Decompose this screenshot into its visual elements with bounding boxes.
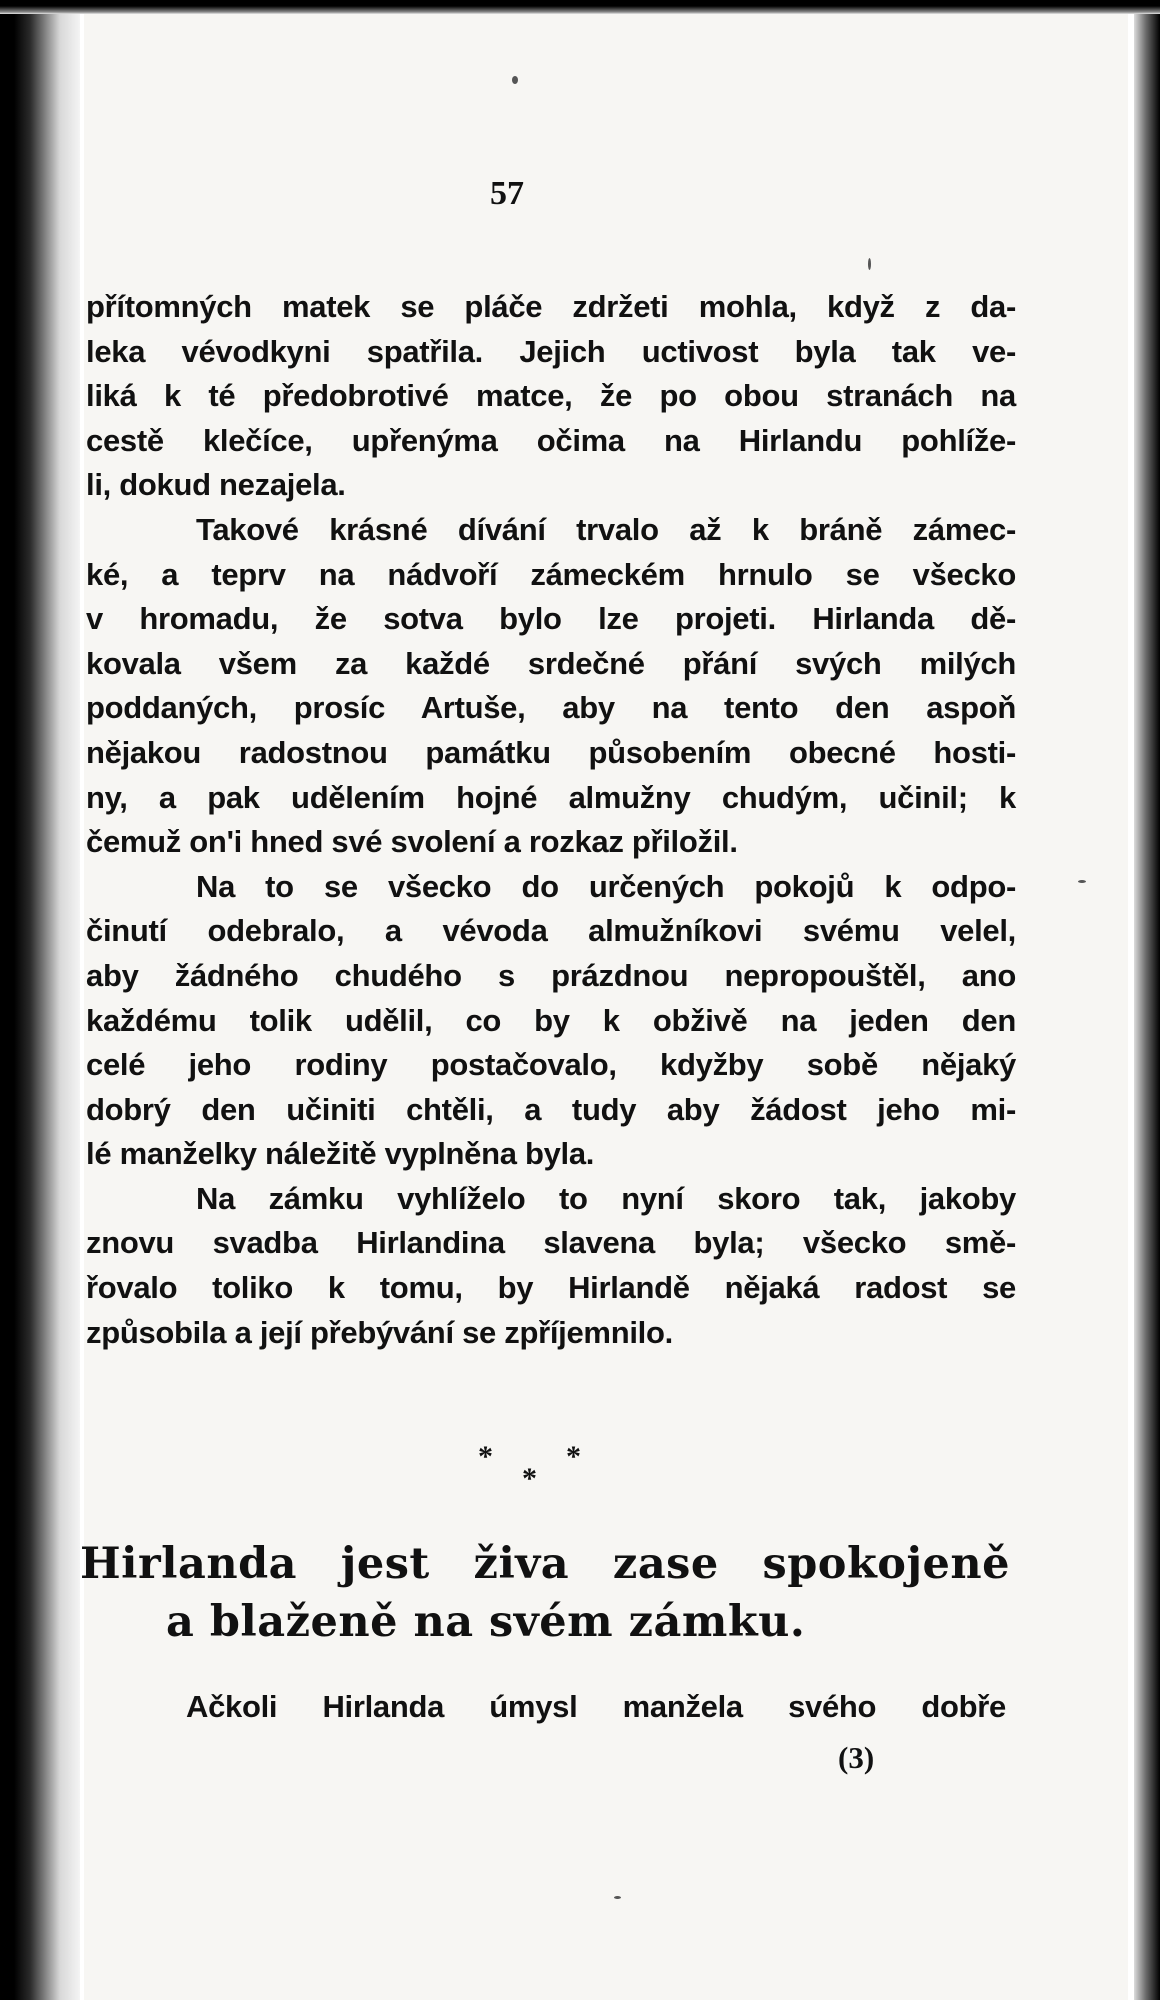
asterisk: * [478,1440,493,1473]
text-line: přítomných matek se pláče zdržeti mohla, když z da- [86,289,1016,324]
paragraph [86,508,1016,865]
asterisk: * [522,1462,537,1495]
text-line: celé jeho rodiny postačovalo, kdyžby sobě nějaký [86,1047,1016,1083]
heading-line: a blaženě na svém zámku. [166,1597,806,1647]
body-text [86,285,1016,1355]
text-line: čemuž on'i hned své svolení a rozkaz přiložil. [86,824,738,860]
text-line: v hromadu, že sotva bylo lze projeti. Hirlanda dě- [86,601,1016,637]
text-line: dobrý den učiniti chtěli, a tudy aby žádost jeho mi- [86,1091,1016,1127]
text-line: činutí odebralo, a vévoda almužníkovi svému velel, [86,913,1016,949]
text-line: aby žádného chudého s prázdnou nepropouštěl, ano [86,957,1016,993]
scan-speck [868,258,871,270]
text-line: způsobila a její přebývání se zpříjemnilo. [86,1314,673,1350]
text-line: cestě klečíce, upřenýma očima na Hirlandu pohlíže- [86,422,1016,458]
scan-speck [614,1896,621,1899]
asterisk: * [566,1440,581,1473]
text-line: lé manželky náležitě vyplněna byla. [86,1136,595,1172]
binding-shadow [0,0,80,2000]
section-separator [470,1440,600,1500]
text-line: Na zámku vyhlíželo to nyní skoro tak, jakoby [196,1180,1016,1216]
text-line: li, dokud nezajela. [86,467,346,503]
text-line: znovu svadba Hirlandina slavena byla; všecko smě- [86,1225,1016,1261]
top-edge-shadow [0,0,1160,14]
paragraph [86,1177,1016,1355]
page-number: 57 [490,175,524,212]
text-line: liká k té předobrotivé matce, že po obou stranách na [86,378,1016,414]
text-line: Ačkoli Hirlanda úmysl manžela svého dobře [186,1689,1006,1724]
text-line: Na to se všecko do určených pokojů k odpo- [196,868,1016,904]
paragraph [86,865,1016,1177]
text-line: ny, a pak udělením hojné almužny chudým, učinil; k [86,779,1016,815]
text-line: poddaných, prosíc Artuše, aby na tento den aspoň [86,690,1016,726]
signature-mark: (3) [838,1740,875,1775]
text-line: každému tolik udělil, co by k obživě na jeden den [86,1002,1016,1038]
paragraph [86,285,1016,508]
text-line: nějakou radostnou památku působením obecné hosti- [86,734,1016,770]
page-edge-shadow [1134,0,1160,2000]
heading-line: Hirlanda jest živa zase spokojeně [80,1539,1010,1589]
chapter-heading [80,1535,1010,1651]
text-line: leka vévodkyni spatřila. Jejich uctivost byla tak ve- [86,333,1016,369]
scan-speck [512,76,518,84]
scan-speck [1078,880,1086,883]
text-line: řovalo toliko k tomu, by Hirlandě nějaká radost se [86,1270,1016,1306]
text-line: Takové krásné dívání trvalo až k bráně zámec- [196,511,1016,547]
text-line: kovala všem za každé srdečné přání svých milých [86,645,1016,681]
text-line: ké, a teprv na nádvoří zámeckém hrnulo se všecko [86,556,1016,592]
